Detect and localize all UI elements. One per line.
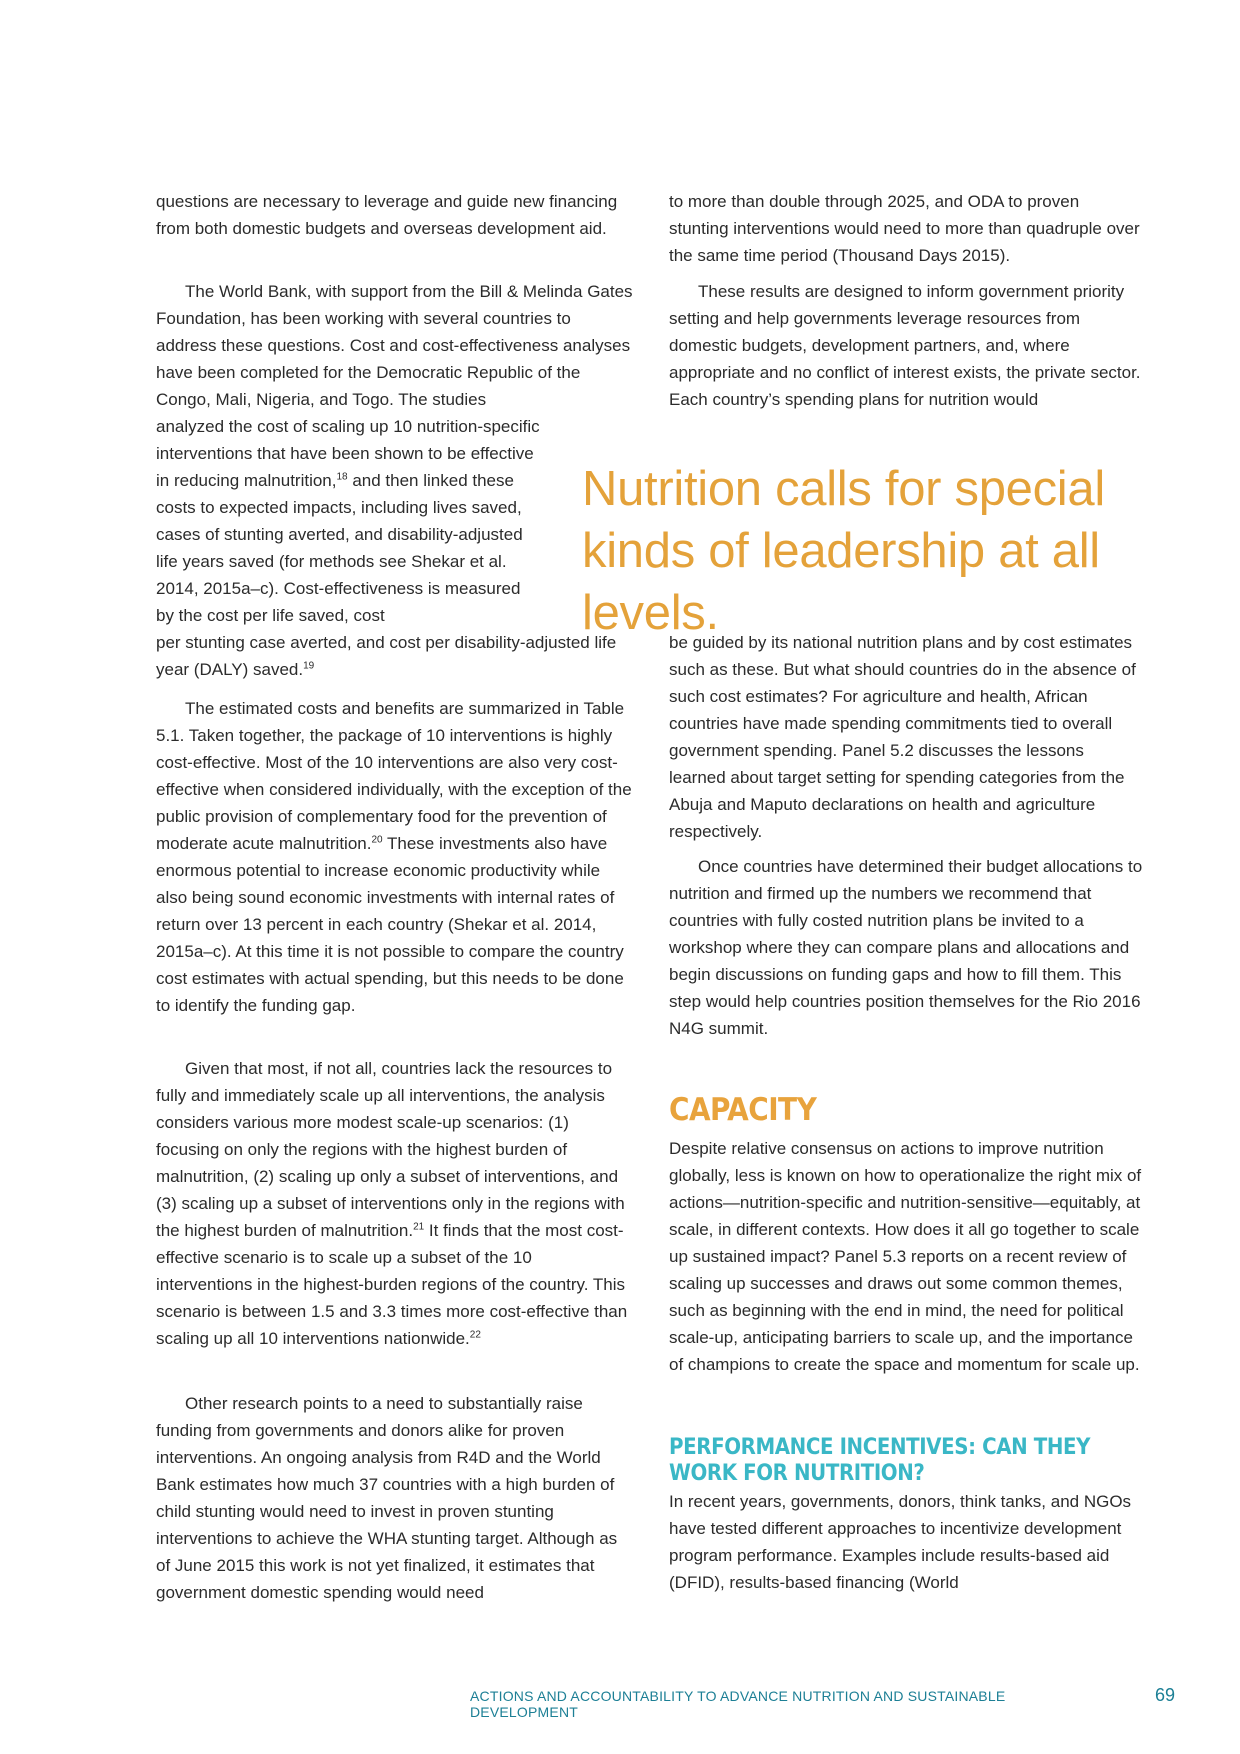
body-paragraph	[669, 1488, 1143, 1596]
body-paragraph-continued	[156, 413, 540, 629]
body-paragraph-continued	[156, 629, 632, 683]
body-paragraph	[156, 695, 632, 1019]
footnote-marker[interactable]: 22	[469, 1329, 481, 1341]
paragraph-text: and then linked these costs to expected impacts, including lives saved, cases of stunting averted, and disability-adjusted life years saved (for methods see Shekar et al. 2014, 2015a–c). Cost-effectiveness is measured by the cost per life saved, cost	[156, 471, 523, 625]
body-paragraph	[669, 853, 1143, 1042]
page-footer	[470, 1685, 1175, 1720]
footnote-marker[interactable]: 18	[336, 471, 348, 483]
paragraph-text: be guided by its national nutrition plans and by cost estimates such as these. But what should countries do in the absence of such cost estimates? For agriculture and health, African countries have made spending commitments tied to overall government spending. Panel 5.2 discusses the lessons learned about target setting for spending categories from the Abuja and Maputo declarations on health and agriculture respectively.	[669, 633, 1136, 841]
paragraph-text: In recent years, governments, donors, think tanks, and NGOs have tested different approaches to incentivize development program performance. Examples include results-based aid (DFID), results-based financing (World	[669, 1492, 1132, 1592]
body-paragraph	[669, 1135, 1143, 1378]
paragraph-text: The estimated costs and benefits are summarized in Table 5.1. Taken together, the package of 10 interventions is highly cost-effective. Most of the 10 interventions are also very cost-effective when considered individually, with the exception of the public provision of complementary food for the prevention of moderate acute malnutrition.	[156, 699, 632, 853]
body-paragraph	[669, 188, 1143, 269]
footnote-marker[interactable]: 21	[413, 1221, 425, 1233]
body-paragraph	[156, 1390, 632, 1606]
footnote-marker[interactable]: 20	[371, 834, 383, 846]
paragraph-text: to more than double through 2025, and ODA to proven stunting interventions would need to more than quadruple over the same time period (Thousand Days 2015).	[669, 192, 1140, 265]
pull-quote: Nutrition calls for special kinds of leadership at all levels.	[582, 462, 1105, 640]
paragraph-text: It finds that the most cost-effective scenario is to scale up a subset of the 10 interventions in the highest-burden regions of the country. This scenario is between 1.5 and 3.3 times more cost-effective than scaling up all 10 interventions nationwide.	[156, 1221, 628, 1348]
paragraph-text: The World Bank, with support from the Bill & Melinda Gates Foundation, has been working with several countries to address these questions. Cost and cost-effectiveness analyses have been completed for the Democratic Republic of the Congo, Mali, Nigeria, and Togo. The studies	[156, 282, 633, 409]
paragraph-text: Other research points to a need to substantially raise funding from governments and donors alike for proven interventions. An ongoing analysis from R4D and the World Bank estimates how much 37 countries with a high burden of child stunting would need to invest in proven stunting interventions to achieve the WHA stunting target. Although as of June 2015 this work is not yet finalized, it estimates that government domestic spending would need	[156, 1394, 618, 1602]
page-number: 69	[1154, 1685, 1175, 1705]
running-title: ACTIONS AND ACCOUNTABILITY TO ADVANCE NUTRITION AND SUSTAINABLE DEVELOPMENT	[470, 1688, 1006, 1720]
body-paragraph	[156, 188, 632, 242]
body-paragraph	[669, 278, 1143, 413]
paragraph-text: These investments also have enormous potential to increase economic productivity while also being sound economic investments with internal rates of return over 13 percent in each country (Shekar et al. 2014, 2015a–c). At this time it is not possible to compare the country cost estimates with actual spending, but this needs to be done to identify the funding gap.	[156, 834, 624, 1015]
paragraph-text: Once countries have determined their budget allocations to nutrition and firmed up the numbers we recommend that countries with fully costed nutrition plans be invited to a workshop where they can compare plans and allocations and begin discussions on funding gaps and how to fill them. This step would help countries position themselves for the Rio 2016 N4G summit.	[669, 857, 1143, 1038]
body-paragraph	[156, 278, 634, 413]
paragraph-text: Despite relative consensus on actions to improve nutrition globally, less is known on how to operationalize the right mix of actions—nutrition-specific and nutrition-sensitive—equitably, at scale, in different contexts. How does it all go together to scale up sustained impact? Panel 5.3 reports on a recent review of scaling up successes and draws out some common themes, such as beginning with the end in mind, the need for political scale-up, anticipating barriers to scale up, and the importance of champions to create the space and momentum for scale up.	[669, 1139, 1142, 1374]
body-paragraph	[669, 629, 1143, 845]
paragraph-text: Given that most, if not all, countries lack the resources to fully and immediately scale up all interventions, the analysis considers various more modest scale-up scenarios: (1) focusing on only the regions with the highest burden of malnutrition, (2) scaling up only a subset of interventions, and (3) scaling up a subset of interventions only in the regions with the highest burden of malnutrition.	[156, 1059, 625, 1240]
body-paragraph	[156, 1055, 632, 1352]
subsection-heading-performance-incentives: PERFORMANCE INCENTIVES: CAN THEY WORK FOR NUTRITION?	[669, 1435, 1091, 1486]
paragraph-text: These results are designed to inform government priority setting and help governments leverage resources from domestic budgets, development partners, and, where appropriate and no conflict of interest exists, the private sector. Each country’s spending plans for nutrition would	[669, 282, 1141, 409]
section-heading-capacity: CAPACITY	[669, 1092, 817, 1128]
paragraph-text: analyzed the cost of scaling up 10 nutrition-specific interventions that have been shown to be effective in reducing malnutrition,	[156, 417, 540, 490]
footnote-marker[interactable]: 19	[303, 660, 315, 672]
paragraph-text: questions are necessary to leverage and guide new financing from both domestic budgets and overseas development aid.	[156, 192, 618, 238]
paragraph-text: per stunting case averted, and cost per disability-adjusted life year (DALY) saved.	[156, 633, 617, 679]
